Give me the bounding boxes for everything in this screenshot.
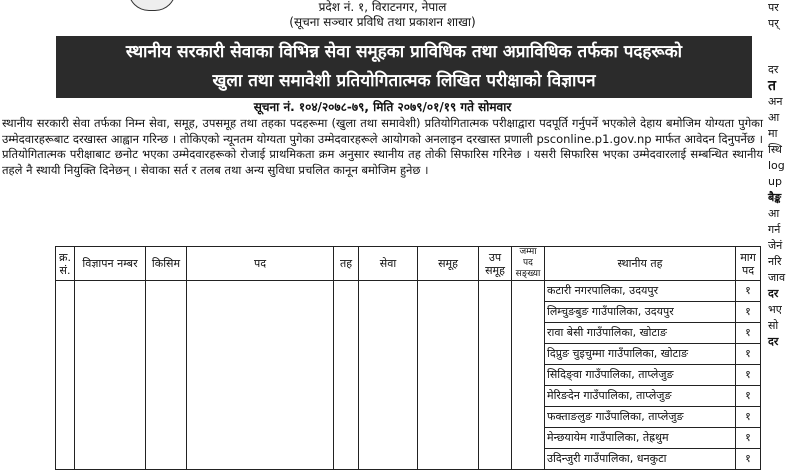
cell-demand: १ [736,449,761,470]
notice-number: सूचना नं. १०४/२०७८-७९, मिति २०७९/०१/१९ गते सोमवार [253,100,512,114]
cell-local-level: मेन्छयायेम गाउँपालिका, तेह्रथुम [545,428,736,449]
office-section: (सूचना सञ्चार प्रविधि तथा प्रकाशन शाखा) [289,15,476,29]
side-fragment: बैङ्क [768,191,782,204]
col-local-level: स्थानीय तह [545,247,736,281]
vacancy-table [55,246,761,470]
cell-local-level: उदिन्जुरी गाउँपालिका, धनकुटा [545,449,736,470]
col-serial: क्र. सं. [56,247,75,281]
side-fragment: आ [768,111,780,124]
side-fragment: अन [768,95,783,108]
col-type: किसिम [146,247,187,281]
side-fragment: दर [768,335,779,348]
cell-local-level: सिदिङ्वा गाउँपालिका, ताप्लेजुङ [545,365,736,386]
side-fragment: पर [768,1,779,14]
side-fragment: जेनं [768,239,783,252]
cell-demand: १ [736,344,761,365]
side-fragment: सो [768,319,779,332]
side-fragment: मा [768,127,778,140]
cell-type [146,281,187,470]
col-group: समूह [418,247,479,281]
side-fragment: दर [768,287,779,300]
side-fragment: दर [768,63,779,76]
col-demand: माग पद [736,247,761,281]
col-level: तह [334,247,359,281]
cell-ad-number [75,281,146,470]
cell-local-level: लिम्चुङबुङ गाउँपालिका, उदयपुर [545,302,736,323]
side-fragment: पर् [768,17,779,30]
side-fragment: जाव [768,271,786,284]
title-line-2: खुला तथा समावेशी प्रतियोगितात्मक लिखित परीक्षाको विज्ञापन [212,71,596,91]
cell-demand: १ [736,302,761,323]
cell-local-level: रावा बेसी गाउँपालिका, खोटाङ [545,323,736,344]
side-fragment: भए [768,303,782,316]
side-fragment: स्थि [768,143,782,156]
cell-demand: १ [736,281,761,302]
cell-demand: १ [736,323,761,344]
cell-demand: १ [736,365,761,386]
table-row [56,281,761,302]
cell-local-level: कटारी नगरपालिका, उदयपुर [545,281,736,302]
cell-demand: १ [736,428,761,449]
cell-group [418,281,479,470]
side-fragment: गर्न [768,223,781,236]
col-post: पद [187,247,334,281]
cell-serial [56,281,75,470]
notice-body: स्थानीय सरकारी सेवा तर्फका निम्न सेवा, समूह, उपसमूह तथा तहका पदहरूमा (खुला तथा समावेशी) प्रतियोगितात्मक परीक्षाद्वारा पदपूर्ति गर्नुपर्ने भएकोले देहाय बमोजिम योग्यता पुगेका उम्मेदवारहरूबाट दरखास्त आह्वान गरिन्छ । तोकिएको न्यूनतम योग्यता पुगेका उम्मेदवारहरूले आयोगको अनलाइन दरखास्त प्रणाली psconline.p1.gov.np मार्फत आवेदन दिनुपर्नेछ । प्रतियोगितात्मक परीक्षाबाट छनोट भएका उम्मेदवारहरूको रोजाई प्राथमिकता क्रम अनुसार स्थानीय तह तोकी सिफारिस गरिनेछ । यसरी सिफारिस भएका उम्मेदवारलाई सम्बन्धित स्थानीय तहले नै स्थायी नियुक्ति दिनेछन् । सेवाका सर्त र तलब तथा अन्य सुविधा प्रचलित कानून बमोजिम हुनेछ । [2,116,764,177]
title-banner [56,36,752,98]
title-line-1: स्थानीय सरकारी सेवाका विभिन्न सेवा समूहका प्राविधिक तथा अप्राविधिक तर्फका पदहरूको [125,42,683,62]
cell-demand: १ [736,407,761,428]
side-fragment: up [768,175,782,188]
adjacent-column-fragment [768,0,800,445]
col-service: सेवा [359,247,418,281]
cell-level [334,281,359,470]
col-subgroup: उप समूह [479,247,512,281]
cell-total-posts [512,281,545,470]
side-fragment: नरि [768,255,782,268]
cell-subgroup [479,281,512,470]
cell-local-level: दिप्रुङ चुइचुम्मा गाउँपालिका, खोटाङ [545,344,736,365]
col-total-posts: जम्मा पद सङ्ख्या [512,247,545,281]
side-fragment: त [768,78,776,94]
cell-demand: १ [736,386,761,407]
side-fragment: आ [768,207,780,220]
cell-post [187,281,334,470]
side-fragment: log [768,159,785,172]
cell-local-level: फक्ताङलुङ गाउँपालिका, ताप्लेजुङ [545,407,736,428]
table-header-row [56,247,761,281]
office-address: प्रदेश नं. १, विराटनगर, नेपाल [318,0,447,14]
col-ad-number: विज्ञापन नम्बर [75,247,146,281]
cell-local-level: मेरिङदेन गाउँपालिका, ताप्लेजुङ [545,386,736,407]
cell-service [359,281,418,470]
